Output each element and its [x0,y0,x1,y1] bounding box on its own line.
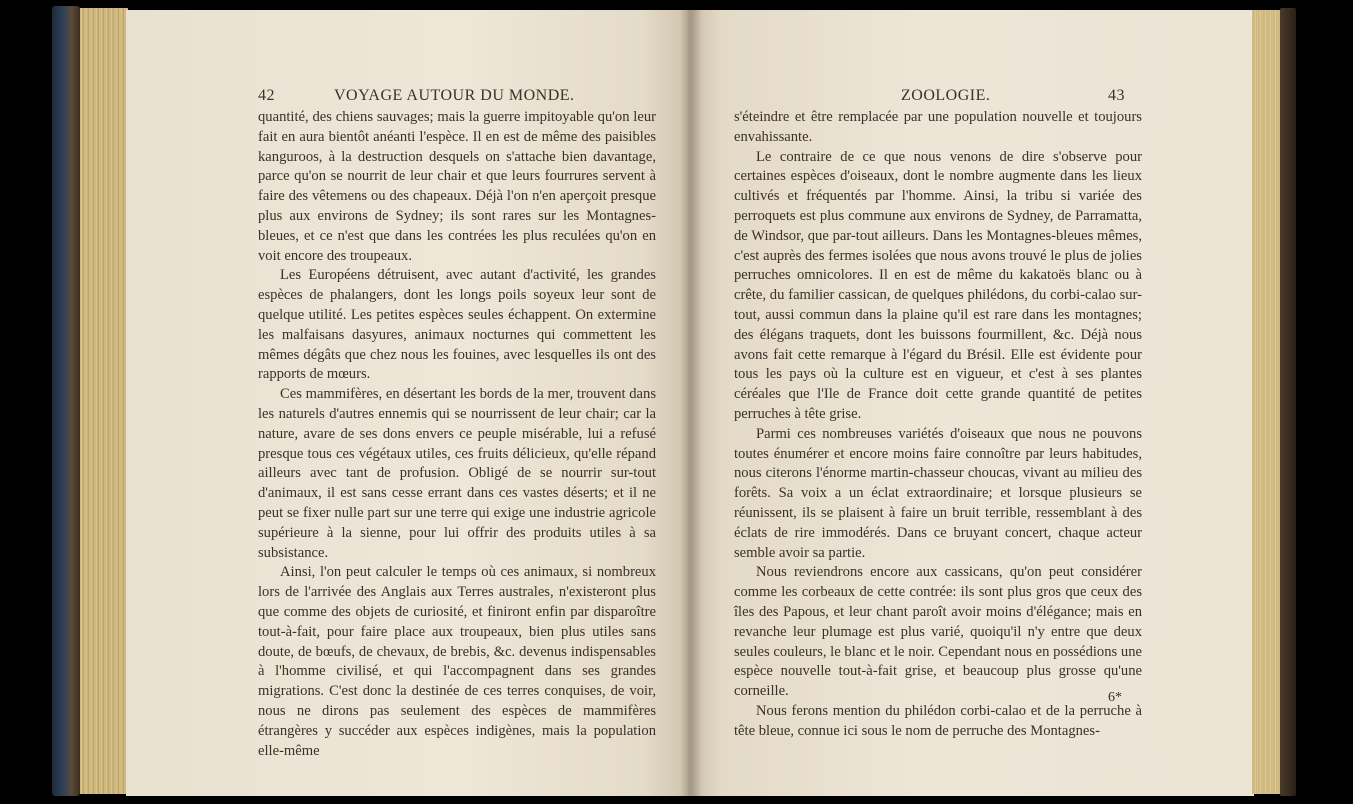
paragraph: Nous reviendrons encore aux cassicans, qu'on peut considérer comme les corbeaux de cette contrée: ils sont plus gros que ceux des îles des Papous, et leur chant paroît avoir moins d'élégance; mais en revanche leur plumage est plus varié, quoiqu'il n'y entre que deux seules couleurs, le blanc et le noir. Cependant nous en possédions une espèce nouvelle tout-à-fait grise, et beaucoup plus grosse qu'une corneille. [734,564,1142,700]
paragraph: Ces mammifères, en désertant les bords de la mer, trouvent dans les naturels d'autres ennemis qui se nourrissent de leur chair; car la nature, avare de ses dons envers ce peuple misérable, lui a refusé presque tous ces végétaux utiles, ces fruits délicieux, qu'elle répand ailleurs avec tant de profusion. Obligé de se nourrir sur-tout d'animaux, il est sans cesse errant dans ces vastes déserts; et il ne peut se fixer nulle part sur une terre qui exige une industrie agricole supérieure à la sienne, pour lui offrir des produits utiles à sa subsistance. [258,386,656,561]
right-page [688,10,1254,796]
paragraph: quantité, des chiens sauvages; mais la guerre impitoyable qu'on leur fait en aura bientôt anéanti l'espèce. Il en est de même des paisibles kanguroos, à la destruction desquels on s'attache bien davantage, parce qu'on se nourrit de leur chair et que leurs fourrures servent à faire des vêtemens ou des chapeaux. Déjà l'on n'en aperçoit presque plus aux environs de Sydney; ils sont rares sur les Montagnes-bleues, et ce n'est que dans les contrées les plus reculées qu'on en voit encore des troupeaux. [258,109,656,264]
paragraph: Nous ferons mention du philédon corbi-calao et de la perruche à tête bleue, connue ici sous le nom de perruche des Montagnes- [734,702,1142,739]
paragraph: Parmi ces nombreuses variétés d'oiseaux que nous ne pouvons toutes énumérer et encore moins faire connoître par leurs habitudes, nous citerons l'énorme martin-chasseur choucas, vivant au milieu des forêts. Sa voix a un éclat extraordinaire; et lorsque plusieurs se réunissent, ils se plaisent à faire un bruit terrible, ressemblant à des éclats de rire immodérés. Dans ce bruyant concert, chaque acteur semble avoir sa partie. [734,425,1142,561]
running-head: ZOOLOGIE. [901,87,991,104]
book-gutter [680,10,702,796]
page-number: 42 [258,87,275,104]
paragraph: s'éteindre et être remplacée par une population nouvelle et toujours envahissante. [734,109,1142,145]
paragraph: Le contraire de ce que nous venons de dire s'observe pour certaines espèces d'oiseaux, dont le nombre augmente dans les lieux cultivés et fréquentés par l'homme. Ainsi, la tribu si variée des perroquets est plus commune aux environs de Sydney, de Parramatta, de Windsor, que par-tout ailleurs. Dans les Montagnes-bleues mêmes, c'est auprès des fermes isolées que nous avons trouvé le plus de jolies perruches omnicolores. Il en est de même du kakatoës blanc ou à crête, du familier cassican, de quelques philédons, du corbi-calao sur-tout, aussi commun dans la plaine qu'il est rare dans les montagnes; des élégans traquets, dont les buissons fourmillent, &c. Déjà nous avons fait cette remarque à l'égard du Brésil. Elle est évidente pour tous les pays où la culture est en vigueur, et c'est à ses plantes céréales que l'Ile de France doit cette grande quantité de petites perruches à tête grise. [734,148,1142,422]
left-page [126,10,688,796]
right-page-body [734,108,1142,742]
page-number: 43 [1108,87,1125,104]
left-page-edges [80,8,128,794]
left-page-body [258,108,656,761]
signature-mark: 6* [1108,690,1122,705]
running-head: VOYAGE AUTOUR DU MONDE. [334,87,575,104]
paragraph: Ainsi, l'on peut calculer le temps où ces animaux, si nombreux lors de l'arrivée des Anglais aux Terres australes, n'existeront plus que comme des objets de curiosité, et finiront enfin par disparoître tout-à-fait, pour faire place aux troupeaux, bien plus utiles sans doute, de bœufs, de chevaux, de brebis, &c. devenus indispensables à l'homme civilisé, et qui l'accompagnent dans ses grandes migrations. C'est donc la destinée de ces terres conquises, de voir, nous ne dirons pas seulement des espèces de mammifères étrangères y succéder aux espèces indigènes, mais la population elle-même [258,564,656,759]
left-cover-edge [52,6,80,796]
right-page-edges [1252,10,1280,794]
right-cover-edge [1280,8,1296,796]
paragraph: Les Européens détruisent, avec autant d'activité, les grandes espèces de phalangers, dont les longs poils soyeux leur sont de quelque utilité. Les petites espèces seules échappent. On extermine les malfaisans dasyures, animaux nocturnes qui commettent les mêmes dégâts que chez nous les fouines, avec lesquelles ils ont des rapports de mœurs. [258,267,656,383]
